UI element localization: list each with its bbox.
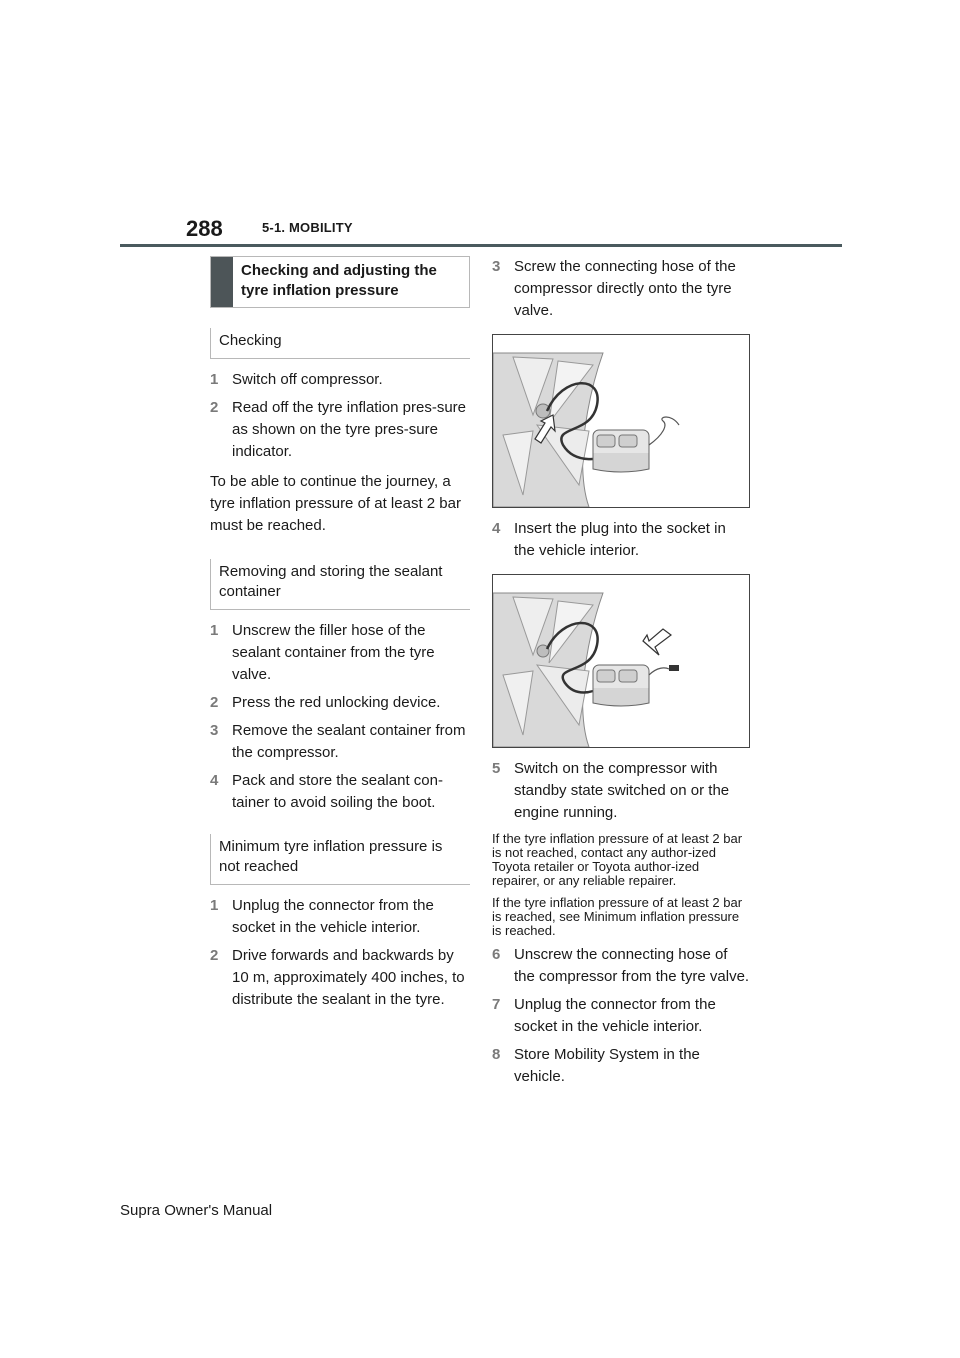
step-item xyxy=(492,758,750,824)
step-item xyxy=(210,692,470,714)
step-item xyxy=(210,945,470,1011)
step-number: 3 xyxy=(492,258,501,275)
step-item xyxy=(492,256,750,322)
step-item xyxy=(210,620,470,686)
step-number: 5 xyxy=(492,760,501,777)
step-text: Screw the connecting hose of the compressor directly onto the tyre valve. xyxy=(514,258,736,319)
step-item xyxy=(492,1044,750,1088)
step-number: 2 xyxy=(210,694,219,711)
right-column xyxy=(492,256,750,1094)
step-number: 7 xyxy=(492,996,501,1013)
main-heading: Checking and adjusting the tyre inflation pressure xyxy=(241,262,437,299)
step-item xyxy=(210,369,470,391)
step-text: Pack and store the sealant con-tainer to avoid soiling the boot. xyxy=(232,772,443,811)
step-number: 4 xyxy=(492,520,501,537)
step-item xyxy=(210,895,470,939)
illustration-hose-to-valve xyxy=(493,335,749,507)
step-item xyxy=(210,720,470,764)
step-text: Unscrew the filler hose of the sealant container from the tyre valve. xyxy=(232,622,435,683)
section-title: 5-1. MOBILITY xyxy=(262,220,353,235)
main-heading-box xyxy=(210,256,470,308)
heading-bar xyxy=(211,257,233,307)
footer-manual-name: Supra Owner's Manual xyxy=(120,1202,273,1219)
note-pressure-reached: If the tyre inflation pressure of at least 2 bar is reached, see Minimum inflation pressure is reached. xyxy=(492,895,743,938)
step-text: Remove the sealant container from the compressor. xyxy=(232,722,466,761)
step-text: Read off the tyre inflation pres-sure as shown on the tyre pres-sure indicator. xyxy=(232,399,467,460)
step-number: 3 xyxy=(210,722,219,739)
step-text: Store Mobility System in the vehicle. xyxy=(514,1046,700,1085)
step-number: 1 xyxy=(210,622,219,639)
step-number: 1 xyxy=(210,897,219,914)
step-text: Unplug the connector from the socket in the vehicle interior. xyxy=(514,996,716,1035)
page-number: 288 xyxy=(186,216,223,241)
illustration-plug-socket xyxy=(493,575,749,747)
step-text: Switch on the compressor with standby state switched on or the engine running. xyxy=(514,760,730,821)
left-column xyxy=(210,256,470,1017)
step-number: 2 xyxy=(210,399,219,416)
step-text: Switch off compressor. xyxy=(232,371,383,388)
checking-heading: Checking xyxy=(210,328,470,359)
step-number: 8 xyxy=(492,1046,501,1063)
compressor-hose-illustration xyxy=(492,334,750,508)
step-item xyxy=(492,518,750,562)
step-item xyxy=(210,770,470,814)
paragraph: To be able to continue the journey, a tyre inflation pressure of at least 2 bar must be reached. xyxy=(210,473,461,534)
removing-heading: Removing and storing the sealant container xyxy=(210,559,470,610)
minimum-heading: Minimum tyre inflation pressure is not reached xyxy=(210,834,470,885)
step-text: Unplug the connector from the socket in the vehicle interior. xyxy=(232,897,434,936)
step-number: 6 xyxy=(492,946,501,963)
step-text: Insert the plug into the socket in the vehicle interior. xyxy=(514,520,726,559)
step-number: 1 xyxy=(210,371,219,388)
step-number: 4 xyxy=(210,772,219,789)
step-number: 2 xyxy=(210,947,219,964)
compressor-plug-illustration xyxy=(492,574,750,748)
header-rule xyxy=(120,244,842,247)
step-item xyxy=(210,397,470,463)
step-item xyxy=(492,944,750,988)
step-item xyxy=(492,994,750,1038)
step-text: Drive forwards and backwards by 10 m, approximately 400 inches, to distribute the sealant in the tyre. xyxy=(232,947,465,1008)
step-text: Unscrew the connecting hose of the compressor from the tyre valve. xyxy=(514,946,750,985)
step-text: Press the red unlocking device. xyxy=(232,694,441,711)
note-pressure-not-reached: If the tyre inflation pressure of at least 2 bar is not reached, contact any author-ized Toyota retailer or Toyota author-ized repairer, or any reliable repairer. xyxy=(492,831,743,888)
